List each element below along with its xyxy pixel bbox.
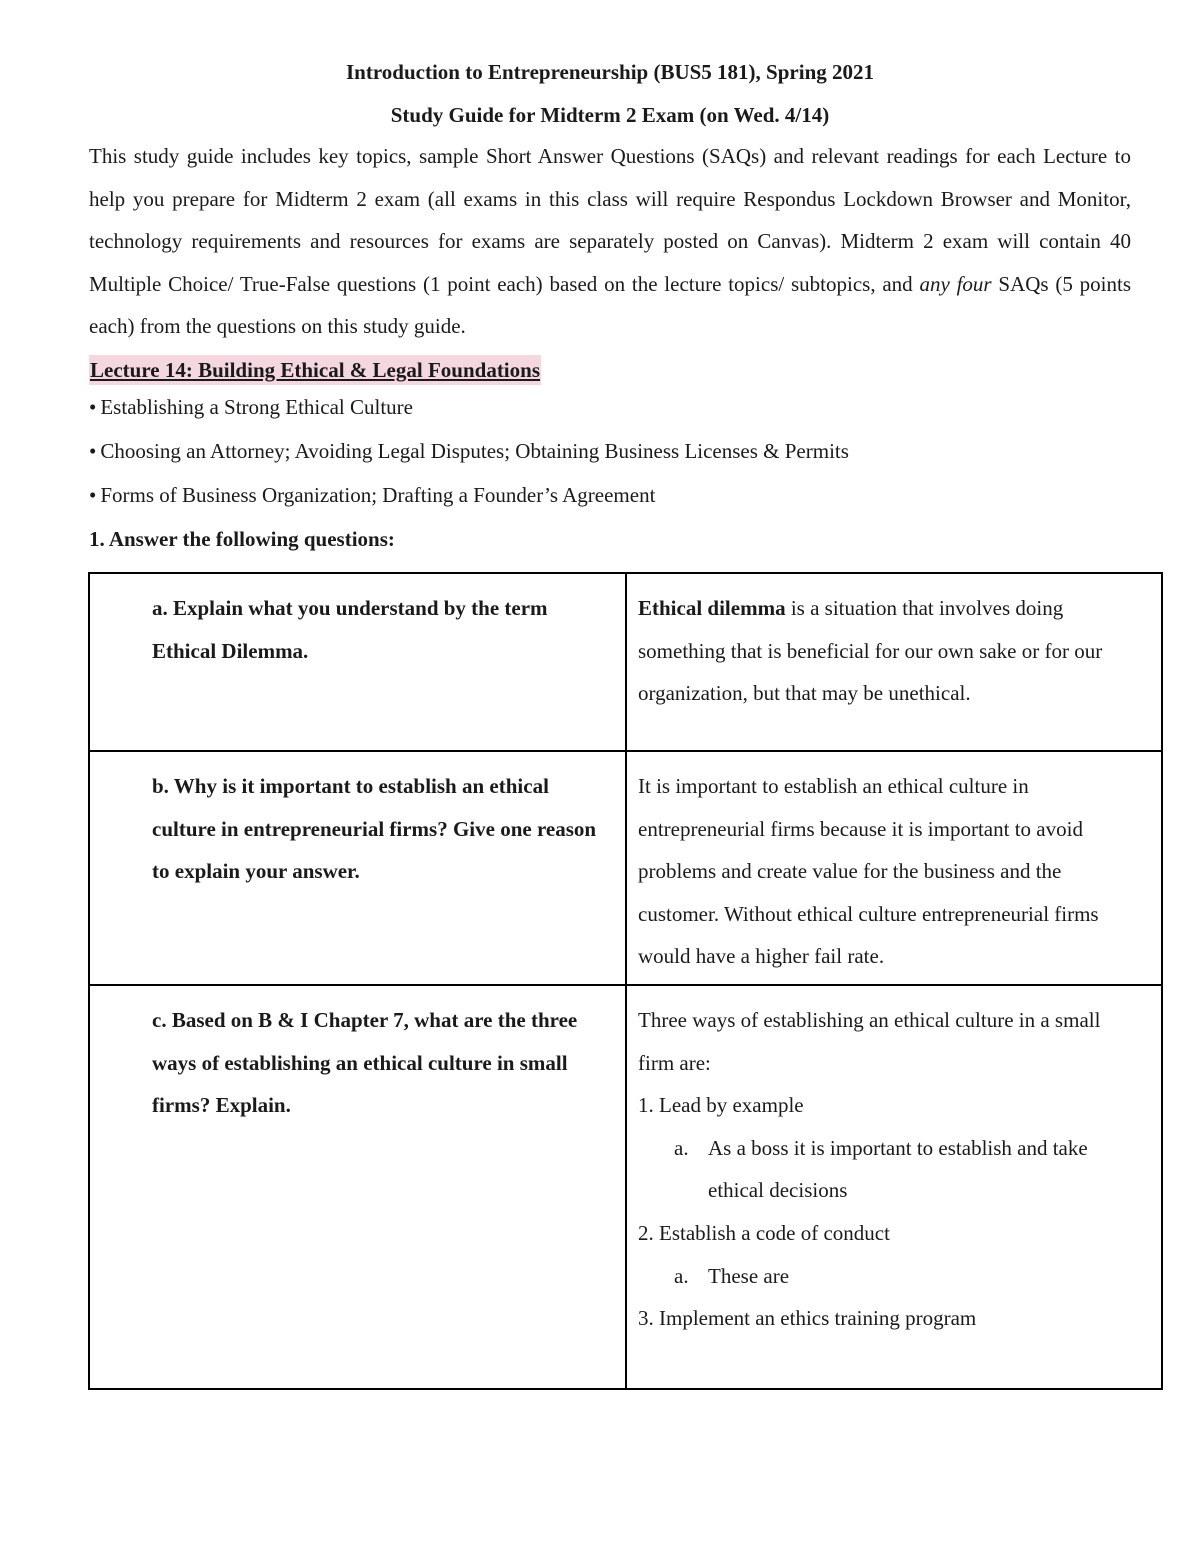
intro-text-2: SAQs (5 points each) from the questions on this study guide. <box>89 271 1131 339</box>
answer-a <box>627 574 1161 715</box>
answer-c-subitem-2 <box>638 1255 1131 1298</box>
bullet-icon: • <box>89 394 97 419</box>
topic-text: Choosing an Attorney; Avoiding Legal Disputes; Obtaining Business Licenses & Permits <box>100 438 849 463</box>
intro-emphasis: any four <box>919 271 992 296</box>
question-b: b. Why is it important to establish an ethical culture in entrepreneurial firms? Give one reason to explain your answer. <box>152 774 597 884</box>
table-row <box>89 573 1162 751</box>
topic-item <box>89 429 1131 473</box>
answer-cell <box>626 573 1162 751</box>
answer-c <box>627 986 1161 1340</box>
qa-table <box>88 572 1163 1390</box>
topic-item <box>89 385 1131 429</box>
answer-c-item-2: 2. Establish a code of conduct <box>638 1220 890 1245</box>
sub-text: These are <box>708 1263 790 1288</box>
answer-cell <box>626 751 1162 985</box>
question-cell <box>89 985 626 1389</box>
answer-a-text: is a situation that involves doing something that is beneficial for our own sake or for our organization, but that may be unethical. <box>638 596 1103 706</box>
answer-b: It is important to establish an ethical culture in entrepreneurial firms because it is important to avoid problems and create value for the business and the customer. Without ethical culture entrepreneurial firms would have a higher fail rate. <box>638 774 1099 969</box>
answer-c-intro: Three ways of establishing an ethical culture in a small firm are: <box>638 1008 1101 1075</box>
bullet-icon: • <box>89 438 97 463</box>
topic-list <box>89 385 1131 517</box>
document-subtitle: Study Guide for Midterm 2 Exam (on Wed. 4/14) <box>390 103 830 127</box>
topic-item <box>89 473 1131 517</box>
lecture-heading: Lecture 14: Building Ethical & Legal Foundations <box>89 355 541 385</box>
document-body <box>89 52 1131 561</box>
answer-a-term: Ethical dilemma <box>638 596 786 620</box>
question-c: c. Based on B & I Chapter 7, what are the three ways of establishing an ethical culture in small firms? Explain. <box>152 1008 578 1118</box>
question-a: a. Explain what you understand by the term Ethical Dilemma. <box>152 596 548 663</box>
document-title: Introduction to Entrepreneurship (BUS5 181), Spring 2021 <box>346 60 874 84</box>
sub-text: As a boss it is important to establish and take ethical decisions <box>708 1135 1088 1203</box>
answer-c-item-3: 3. Implement an ethics training program <box>638 1306 977 1331</box>
answer-c-item-1: 1. Lead by example <box>638 1093 804 1118</box>
topic-text: Establishing a Strong Ethical Culture <box>100 394 413 419</box>
table-row <box>89 751 1162 985</box>
sub-marker: a. <box>674 1263 689 1288</box>
bullet-icon: • <box>89 482 97 507</box>
intro-paragraph <box>89 135 1131 348</box>
topic-text: Forms of Business Organization; Drafting a Founder’s Agreement <box>100 482 656 507</box>
question-cell <box>89 573 626 751</box>
sub-marker: a. <box>674 1135 689 1160</box>
table-row <box>89 985 1162 1389</box>
intro-text-1: This study guide includes key topics, sample Short Answer Questions (SAQs) and relevant readings for each Lecture to help you prepare for Midterm 2 exam (all exams in this class will require Respondus Lockdown Browser and Monitor, technology requirements and resources for exams are separately posted on Canvas). Midterm 2 exam will contain 40 Multiple Choice/ True-False questions (1 point each) based on the lecture topics/ subtopics, and <box>89 144 1131 296</box>
questions-heading: 1. Answer the following questions: <box>89 526 395 551</box>
answer-c-subitem-1 <box>638 1127 1131 1212</box>
answer-cell <box>626 985 1162 1389</box>
question-cell <box>89 751 626 985</box>
